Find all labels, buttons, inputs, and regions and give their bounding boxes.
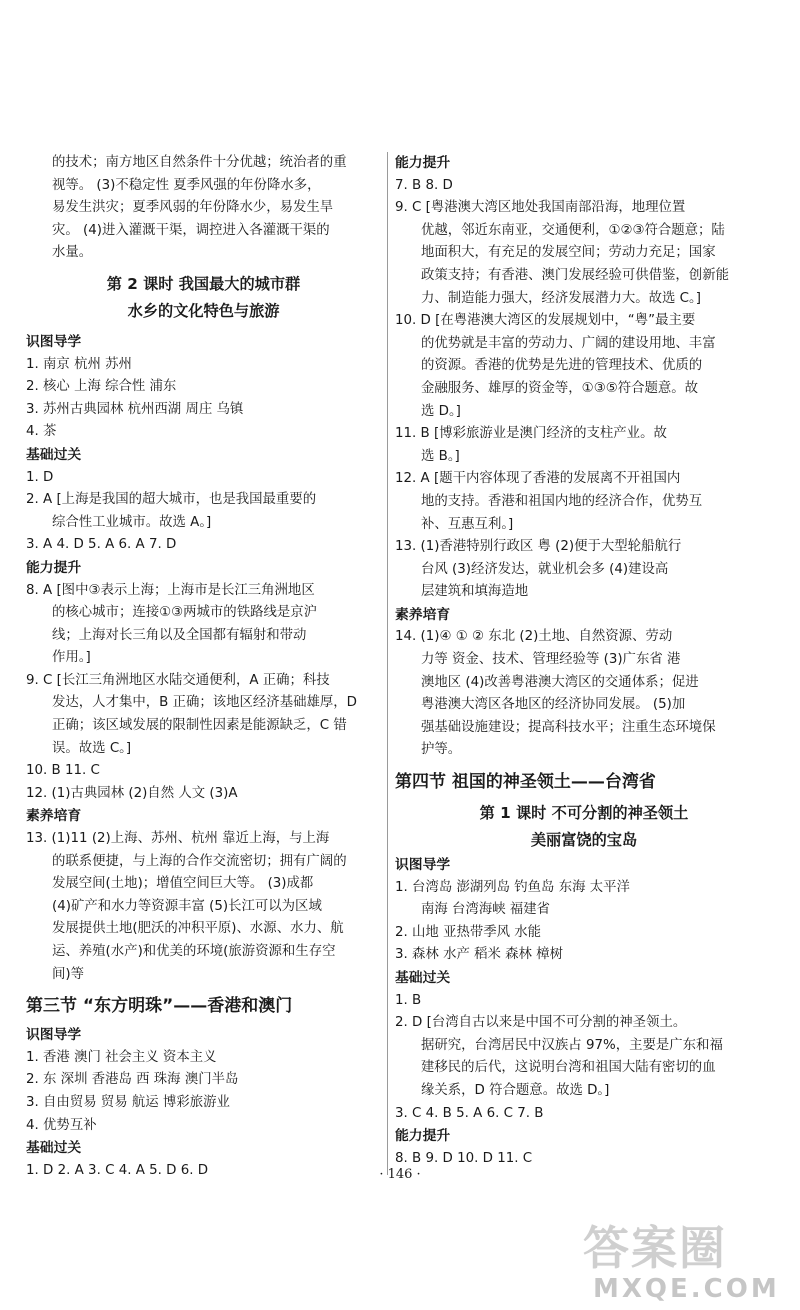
answer-line: 缘关系，D 符合题意。故选 D。] bbox=[421, 1082, 610, 1098]
section-heading: 识图导学 bbox=[26, 333, 82, 350]
answer-line: 3. A 4. D 5. A 6. A 7. D bbox=[26, 537, 177, 553]
lesson-subtitle: 水乡的文化特色与旅游 bbox=[127, 301, 280, 320]
answer-line: 14. (1)④ ① ② 东北 (2)土地、自然资源、劳动 bbox=[395, 629, 673, 645]
answer-line: 4. 茶 bbox=[26, 424, 57, 440]
section-heading: 识图导学 bbox=[26, 1027, 82, 1044]
text-line: 易发生洪灾；夏季风弱的年份降水少，易发生旱 bbox=[52, 200, 334, 216]
answer-line: 13. (1)11 (2)上海、苏州、杭州 靠近上海，与上海 bbox=[26, 831, 330, 847]
answer-line: 澳地区 (4)改善粤港澳大湾区的交通体系；促进 bbox=[421, 674, 699, 690]
continued-answer bbox=[26, 152, 381, 265]
answer-line: 补、互惠互利。] bbox=[421, 516, 514, 532]
answer-line: 12. A [题干内容体现了香港的发展离不开祖国内 bbox=[395, 471, 681, 487]
left-column bbox=[26, 152, 381, 1182]
answer-line: 10. B 11. C bbox=[26, 763, 100, 779]
answer-line: 南海 台湾海峡 福建省 bbox=[421, 902, 551, 918]
answer-line: 2. 东 深圳 香港岛 西 珠海 澳门半岛 bbox=[26, 1072, 239, 1088]
answer-line: 运、养殖(水产)和优美的环境(旅游资源和生存空 bbox=[52, 944, 336, 959]
answer-line: 1. 台湾岛 澎湖列岛 钓鱼岛 东海 太平洋 bbox=[395, 879, 630, 895]
answer-line: (4)矿产和水力等资源丰富 (5)长江可以为区域 bbox=[52, 898, 322, 914]
section-heading: 识图导学 bbox=[395, 857, 451, 874]
right-column bbox=[395, 152, 773, 1170]
answer-line: 的联系便捷，与上海的合作交流密切；拥有广阔的 bbox=[52, 853, 347, 869]
section-heading: 能力提升 bbox=[395, 1128, 451, 1145]
answer-line: 8. B 9. D 10. D 11. C bbox=[395, 1150, 533, 1166]
section-heading: 基础过关 bbox=[26, 446, 82, 463]
answer-line: 发展空间(土地)；增值空间巨大等。 (3)成都 bbox=[52, 876, 314, 892]
answer-line: 线；上海对长三角以及全国都有辐射和带动 bbox=[52, 627, 307, 643]
answer-line: 地的支持。香港和祖国内地的经济合作，优势互 bbox=[421, 493, 703, 509]
answer-line: 粤港澳大湾区各地区的经济协同发展。 (5)加 bbox=[421, 697, 686, 713]
answer-line: 选 D。] bbox=[421, 403, 461, 419]
answer-line: 3. C 4. B 5. A 6. C 7. B bbox=[395, 1105, 544, 1121]
text-line: 的技术；南方地区自然条件十分优越；统治者的重 bbox=[52, 155, 347, 170]
answer-line: 2. A [上海是我国的超大城市，也是我国最重要的 bbox=[26, 492, 317, 508]
answer-line: 2. D [台湾自古以来是中国不可分割的神圣领土。 bbox=[395, 1015, 687, 1031]
answer-line: 7. B 8. D bbox=[395, 177, 453, 193]
lesson-title: 第 2 课时 我国最大的城市群 bbox=[106, 274, 301, 293]
answer-line: 综合性工业城市。故选 A。] bbox=[52, 514, 212, 530]
answer-line: 优越，邻近东南亚，交通便利，①②③符合题意；陆 bbox=[421, 222, 725, 238]
page-number: · 146 · bbox=[379, 1167, 421, 1182]
answer-line: 的资源。香港的优势是先进的管理技术、优质的 bbox=[421, 358, 703, 374]
answer-line: 台风 (3)经济发达，就业机会多 (4)建设高 bbox=[421, 561, 669, 577]
text-line: 水量。 bbox=[52, 245, 93, 261]
answer-line: 力等 资金、技术、管理经验等 (3)广东省 港 bbox=[421, 652, 681, 668]
answer-line: 政策支持；有香港、澳门发展经验可供借鉴，创新能 bbox=[421, 267, 729, 283]
answer-line: 1. 南京 杭州 苏州 bbox=[26, 356, 132, 372]
answer-line: 3. 自由贸易 贸易 航运 博彩旅游业 bbox=[26, 1094, 230, 1110]
answer-line: 1. B bbox=[395, 992, 422, 1008]
watermark-logo bbox=[583, 1222, 795, 1306]
section-heading: 素养培育 bbox=[26, 808, 82, 825]
answer-line: 正确；该区域发展的限制性因素是能源缺乏，C 错 bbox=[52, 718, 347, 734]
watermark-url: MXQE.COM bbox=[593, 1274, 780, 1304]
answer-line: 间)等 bbox=[52, 966, 85, 982]
answer-line: 护等。 bbox=[421, 742, 462, 758]
answer-line: 10. D [在粤港澳大湾区的发展规划中，“粤”最主要 bbox=[395, 313, 696, 329]
answer-line: 11. B [博彩旅游业是澳门经济的支柱产业。故 bbox=[395, 426, 667, 442]
answer-line: 4. 优势互补 bbox=[26, 1117, 97, 1133]
section-heading: 素养培育 bbox=[395, 606, 451, 623]
answer-line: 据研究，台湾居民中汉族占 97%，主要是广东和福 bbox=[421, 1037, 723, 1053]
answer-line: 力、制造能力强大，经济发展潜力大。故选 C。] bbox=[421, 290, 701, 306]
answer-line: 建移民的后代，这说明台湾和祖国大陆有密切的血 bbox=[421, 1060, 716, 1076]
answer-line: 发达，人才集中，B 正确；该地区经济基础雄厚，D bbox=[52, 695, 357, 711]
answer-line: 误。故选 C。] bbox=[52, 740, 132, 756]
watermark-brand: 答案圈 bbox=[583, 1221, 727, 1275]
answer-line: 1. 香港 澳门 社会主义 资本主义 bbox=[26, 1049, 217, 1065]
answer-line: 发展提供土地(肥沃的冲积平原)、水源、水力、航 bbox=[52, 921, 344, 937]
section-heading: 能力提升 bbox=[395, 155, 451, 171]
text-line: 视等。 (3)不稳定性 夏季风强的年份降水多， bbox=[52, 177, 321, 193]
section-title: 第三节 “东方明珠”——香港和澳门 bbox=[26, 996, 293, 1017]
answer-line: 9. C [长江三角洲地区水陆交通便利，A 正确；科技 bbox=[26, 672, 330, 688]
section-heading: 能力提升 bbox=[26, 559, 82, 576]
answer-line: 层建筑和填海造地 bbox=[421, 584, 529, 600]
answer-line: 1. D 2. A 3. C 4. A 5. D 6. D bbox=[26, 1162, 209, 1178]
answer-line: 2. 山地 亚热带季风 水能 bbox=[395, 924, 542, 940]
answer-line: 的核心城市；连接①③两城市的铁路线是京沪 bbox=[52, 605, 318, 621]
section-heading: 基础过关 bbox=[395, 970, 451, 986]
answer-line: 选 B。] bbox=[421, 448, 460, 464]
answer-line: 12. (1)古典园林 (2)自然 人文 (3)A bbox=[26, 785, 238, 801]
answer-line: 强基础设施建设；提高科技水平；注重生态环境保 bbox=[421, 719, 716, 735]
answer-line: 2. 核心 上海 综合性 浦东 bbox=[26, 379, 177, 395]
column-divider bbox=[387, 152, 388, 1175]
answer-line: 8. A [图中③表示上海；上海市是长江三角洲地区 bbox=[26, 582, 315, 598]
answer-line: 1. D bbox=[26, 469, 54, 485]
section-heading: 基础过关 bbox=[26, 1140, 82, 1157]
answer-line: 作用。] bbox=[52, 650, 91, 666]
answer-line: 地面积大，有充足的发展空间；劳动力充足；国家 bbox=[421, 245, 716, 261]
answer-line: 金融服务、雄厚的资金等，①③⑤符合题意。故 bbox=[421, 380, 699, 396]
answer-line: 9. C [粤港澳大湾区地处我国南部沿海，地理位置 bbox=[395, 200, 686, 216]
section-title: 第四节 祖国的神圣领土——台湾省 bbox=[395, 772, 656, 793]
answer-line: 3. 苏州古典园林 杭州西湖 周庄 乌镇 bbox=[26, 401, 244, 417]
answer-line: 13. (1)香港特别行政区 粤 (2)便于大型轮船航行 bbox=[395, 539, 682, 555]
lesson-subtitle: 美丽富饶的宝岛 bbox=[530, 831, 638, 850]
text-line: 灾。 (4)进入灌溉干渠，调控进入各灌溉干渠的 bbox=[52, 222, 330, 238]
lesson-title: 第 1 课时 不可分割的神圣领土 bbox=[479, 804, 689, 823]
answer-line: 3. 森林 水产 稻米 森林 樟树 bbox=[395, 947, 563, 963]
answer-line: 的优势就是丰富的劳动力、广阔的建设用地、丰富 bbox=[421, 335, 716, 351]
